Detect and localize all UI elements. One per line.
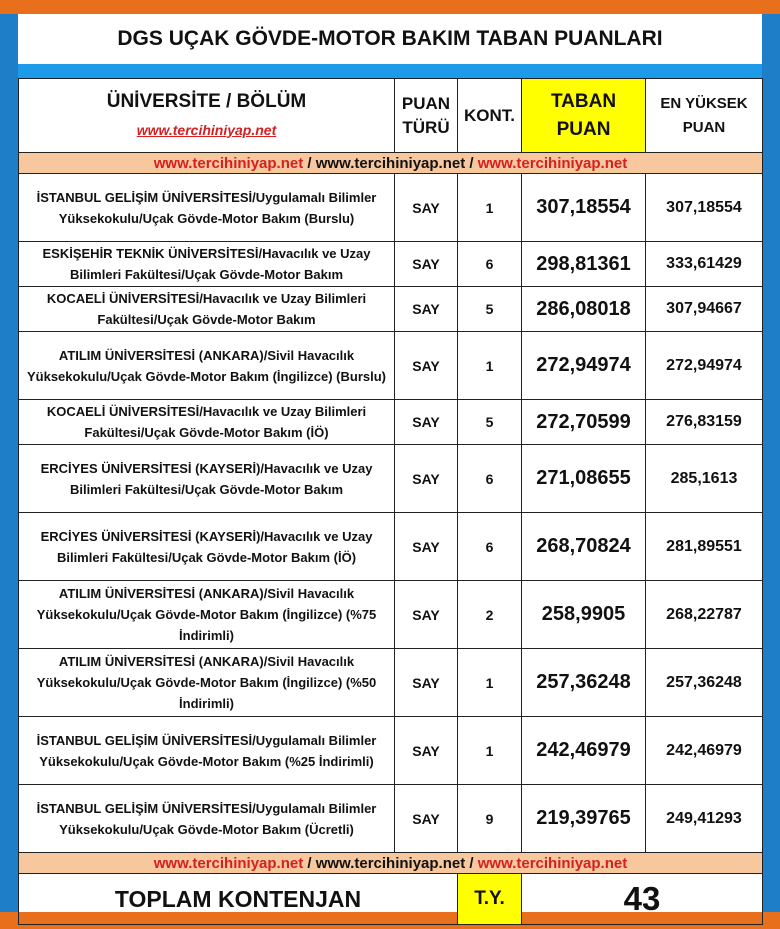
max-score-cell: 276,83159 xyxy=(646,400,763,445)
max-score-cell: 307,18554 xyxy=(646,174,763,242)
max-score-cell: 249,41293 xyxy=(646,785,763,853)
university-cell: KOCAELİ ÜNİVERSİTESİ/Havacılık ve Uzay Bilimleri Fakültesi/Uçak Gövde-Motor Bakım xyxy=(19,287,395,332)
score-type-cell: SAY xyxy=(395,400,458,445)
table-row xyxy=(19,785,763,853)
header-website-link[interactable]: www.tercihiniyap.net xyxy=(136,121,277,138)
banner-link[interactable]: www.tercihiniyap.net xyxy=(477,854,628,872)
quota-cell: 9 xyxy=(458,785,522,853)
university-cell: İSTANBUL GELİŞİM ÜNİVERSİTESİ/Uygulamalı Bilimler Yüksekokulu/Uçak Gövde-Motor Bakım (Ücretli) xyxy=(19,785,395,853)
table-row xyxy=(19,649,763,717)
score-type-cell: SAY xyxy=(395,649,458,717)
top-border xyxy=(0,0,780,14)
score-type-cell: SAY xyxy=(395,287,458,332)
header-quota: KONT. xyxy=(458,79,522,153)
banner-link[interactable]: www.tercihiniyap.net xyxy=(153,854,304,872)
quota-cell: 6 xyxy=(458,513,522,581)
header-university-label: ÜNİVERSİTE / BÖLÜM xyxy=(106,90,307,112)
header-base-score-line2: PUAN xyxy=(556,118,611,140)
max-score-cell: 285,1613 xyxy=(646,445,763,513)
table-row xyxy=(19,400,763,445)
base-score-cell: 242,46979 xyxy=(522,717,646,785)
score-table xyxy=(18,78,763,925)
page-title: DGS UÇAK GÖVDE-MOTOR BAKIM TABAN PUANLARI xyxy=(117,27,663,50)
quota-cell: 5 xyxy=(458,287,522,332)
score-type-cell: SAY xyxy=(395,717,458,785)
table-row xyxy=(19,287,763,332)
website-banner-top xyxy=(19,153,763,174)
left-border xyxy=(0,14,18,912)
banner-link[interactable]: www.tercihiniyap.net xyxy=(477,154,628,172)
header-max-score-line2: PUAN xyxy=(682,118,726,136)
score-type-cell: SAY xyxy=(395,581,458,649)
quota-cell: 6 xyxy=(458,242,522,287)
header-row xyxy=(19,79,763,153)
right-border xyxy=(762,14,780,912)
quota-cell: 2 xyxy=(458,581,522,649)
table-row xyxy=(19,242,763,287)
university-cell: ERCİYES ÜNİVERSİTESİ (KAYSERİ)/Havacılık ve Uzay Bilimleri Fakültesi/Uçak Gövde-Motor Bakım xyxy=(19,445,395,513)
quota-cell: 1 xyxy=(458,174,522,242)
quota-cell: 6 xyxy=(458,445,522,513)
university-cell: İSTANBUL GELİŞİM ÜNİVERSİTESİ/Uygulamalı Bilimler Yüksekokulu/Uçak Gövde-Motor Bakım (%25 İndirimli) xyxy=(19,717,395,785)
max-score-cell: 257,36248 xyxy=(646,649,763,717)
base-score-cell: 271,08655 xyxy=(522,445,646,513)
header-score-type-line2: TÜRÜ xyxy=(402,117,450,137)
banner-link[interactable]: www.tercihiniyap.net xyxy=(153,154,304,172)
university-cell: ATILIM ÜNİVERSİTESİ (ANKARA)/Sivil Havacılık Yüksekokulu/Uçak Gövde-Motor Bakım (İngilizce) (Burslu) xyxy=(19,332,395,400)
max-score-cell: 333,61429 xyxy=(646,242,763,287)
score-type-cell: SAY xyxy=(395,445,458,513)
quota-cell: 1 xyxy=(458,332,522,400)
max-score-cell: 307,94667 xyxy=(646,287,763,332)
header-max-score xyxy=(646,79,763,153)
header-score-type xyxy=(395,79,458,153)
quota-cell: 5 xyxy=(458,400,522,445)
university-cell: ATILIM ÜNİVERSİTESİ (ANKARA)/Sivil Havacılık Yüksekokulu/Uçak Gövde-Motor Bakım (İngilizce) (%50 İndirimli) xyxy=(19,649,395,717)
title-divider xyxy=(18,64,762,78)
table-row xyxy=(19,174,763,242)
header-base-score-line1: TABAN xyxy=(550,90,617,112)
header-base-score xyxy=(522,79,646,153)
banner-separator: / xyxy=(465,854,478,872)
banner-separator: / xyxy=(303,854,316,872)
university-cell: ATILIM ÜNİVERSİTESİ (ANKARA)/Sivil Havacılık Yüksekokulu/Uçak Gövde-Motor Bakım (İngilizce) (%75 İndirimli) xyxy=(19,581,395,649)
banner-separator: / xyxy=(465,154,478,172)
max-score-cell: 242,46979 xyxy=(646,717,763,785)
score-type-cell: SAY xyxy=(395,174,458,242)
header-score-type-line1: PUAN xyxy=(401,93,451,113)
total-row xyxy=(19,874,763,925)
base-score-cell: 257,36248 xyxy=(522,649,646,717)
total-quota-label: TOPLAM KONTENJAN xyxy=(19,874,458,925)
header-max-score-line1: EN YÜKSEK xyxy=(660,94,748,112)
banner-separator: / xyxy=(303,154,316,172)
total-ty-label: T.Y. xyxy=(458,874,522,925)
table-row xyxy=(19,581,763,649)
table-row xyxy=(19,332,763,400)
max-score-cell: 272,94974 xyxy=(646,332,763,400)
banner-link[interactable]: www.tercihiniyap.net xyxy=(315,154,466,172)
max-score-cell: 268,22787 xyxy=(646,581,763,649)
score-type-cell: SAY xyxy=(395,785,458,853)
quota-cell: 1 xyxy=(458,717,522,785)
max-score-cell: 281,89551 xyxy=(646,513,763,581)
base-score-cell: 272,94974 xyxy=(522,332,646,400)
total-quota-value: 43 xyxy=(522,874,763,925)
base-score-cell: 286,08018 xyxy=(522,287,646,332)
score-type-cell: SAY xyxy=(395,242,458,287)
university-cell: KOCAELİ ÜNİVERSİTESİ/Havacılık ve Uzay Bilimleri Fakültesi/Uçak Gövde-Motor Bakım (İÖ) xyxy=(19,400,395,445)
banner-link[interactable]: www.tercihiniyap.net xyxy=(315,854,466,872)
header-university xyxy=(19,79,395,153)
base-score-cell: 307,18554 xyxy=(522,174,646,242)
base-score-cell: 258,9905 xyxy=(522,581,646,649)
base-score-cell: 268,70824 xyxy=(522,513,646,581)
base-score-cell: 298,81361 xyxy=(522,242,646,287)
base-score-cell: 219,39765 xyxy=(522,785,646,853)
university-cell: ERCİYES ÜNİVERSİTESİ (KAYSERİ)/Havacılık ve Uzay Bilimleri Fakültesi/Uçak Gövde-Motor Bakım (İÖ) xyxy=(19,513,395,581)
table-row xyxy=(19,445,763,513)
university-cell: İSTANBUL GELİŞİM ÜNİVERSİTESİ/Uygulamalı Bilimler Yüksekokulu/Uçak Gövde-Motor Bakım (Burslu) xyxy=(19,174,395,242)
score-type-cell: SAY xyxy=(395,332,458,400)
table-row xyxy=(19,513,763,581)
score-type-cell: SAY xyxy=(395,513,458,581)
base-score-cell: 272,70599 xyxy=(522,400,646,445)
table-row xyxy=(19,717,763,785)
score-sheet xyxy=(18,14,762,917)
quota-cell: 1 xyxy=(458,649,522,717)
university-cell: ESKİŞEHİR TEKNİK ÜNİVERSİTESİ/Havacılık ve Uzay Bilimleri Fakültesi/Uçak Gövde-Motor Bakım xyxy=(19,242,395,287)
website-banner-bottom xyxy=(19,853,763,874)
